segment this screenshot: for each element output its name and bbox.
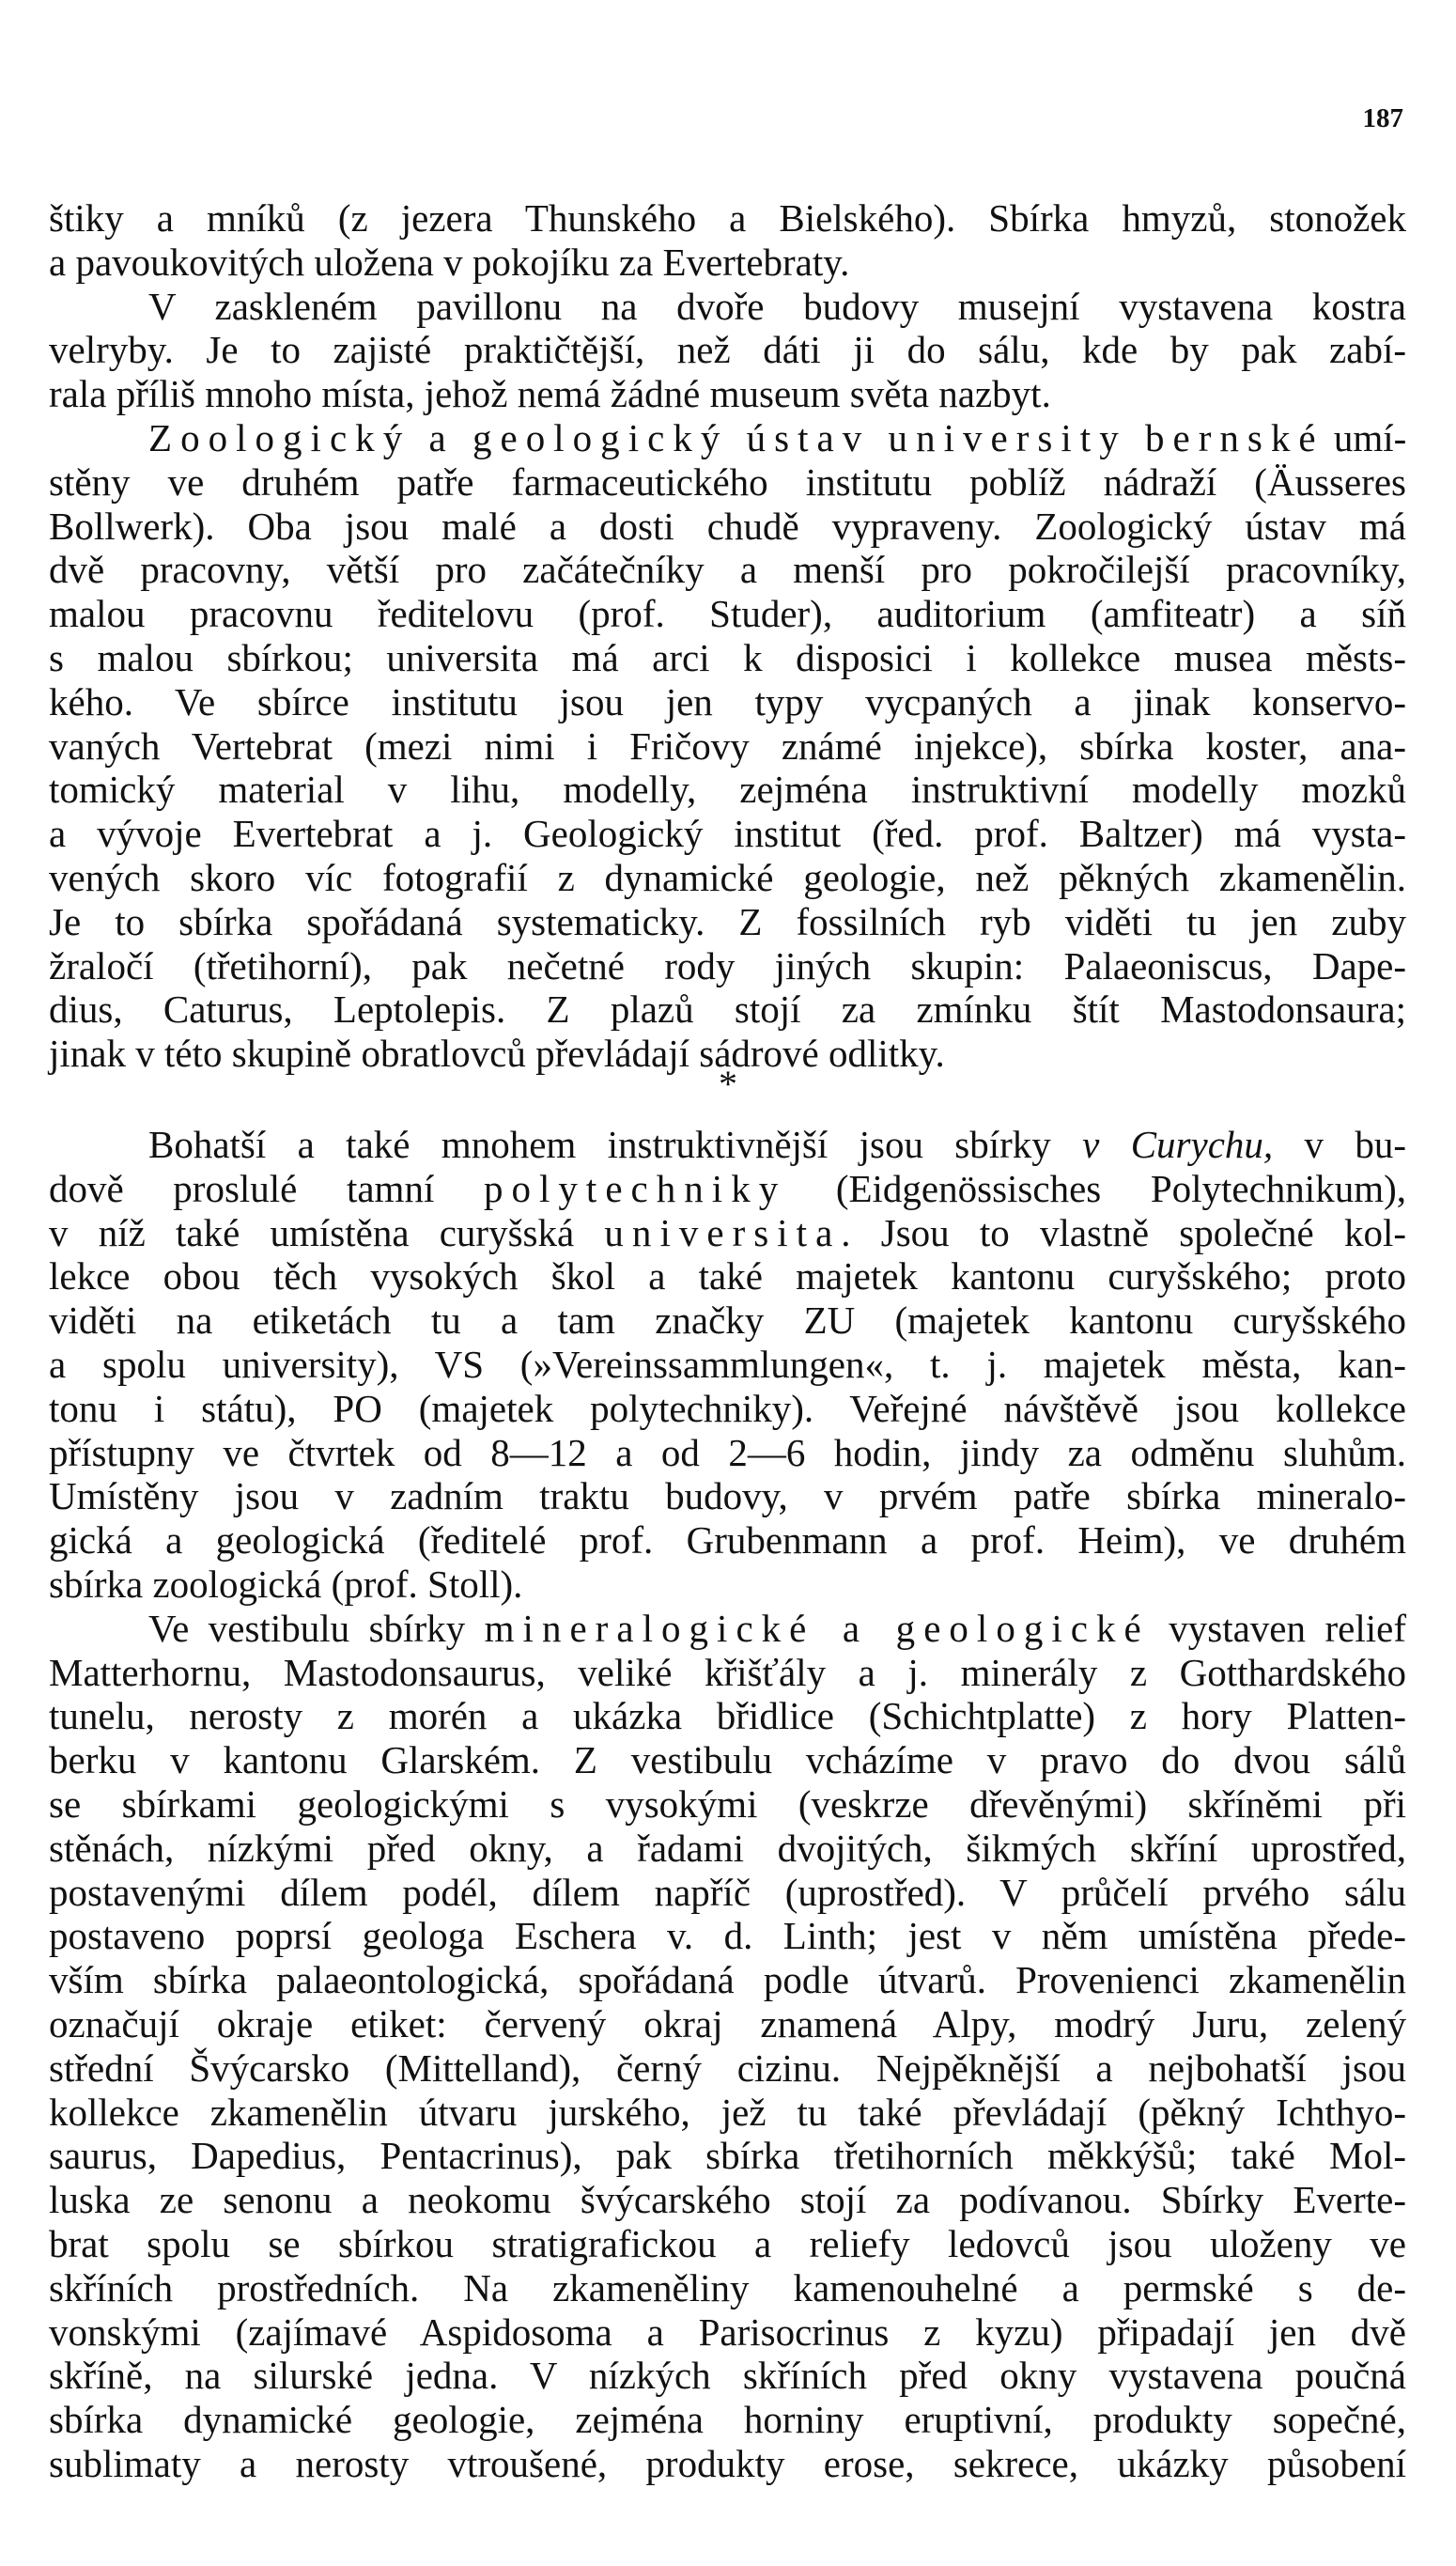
text-line: přístupny ve čtvrtek od 8—12 a od 2—6 hodin, jindy za odměnu sluhům.	[49, 1430, 1406, 1474]
text-line	[49, 1123, 1406, 1167]
text-line: lekce obou těch vysokých škol a také majetek kantonu curyšského; proto	[49, 1254, 1406, 1299]
text-line: postaveno poprsí geologa Eschera v. d. Linth; jest v něm umístěna přede-	[49, 1914, 1406, 1958]
text-line: velryby. Je to zajisté praktičtější, než dáti ji do sálu, kde by pak zabí-	[49, 328, 1406, 372]
text-line: Matterhornu, Mastodonsaurus, veliké křišťály a j. minerály z Gotthardského	[49, 1650, 1406, 1694]
text-line: dius, Caturus, Leptolepis. Z plazů stojí za zmínku štít Mastodonsaura;	[49, 988, 1406, 1032]
text-fragment: umí-	[1324, 415, 1407, 459]
text-line: žraločí (třetihorní), pak nečetné rody jiných skupin: Palaeoniscus, Dape-	[49, 943, 1406, 988]
text-line	[49, 1167, 1406, 1211]
text-line: tonu i státu), PO (majetek polytechniky). Veřejné návštěvě jsou kollekce	[49, 1386, 1406, 1430]
text-line: saurus, Dapedius, Pentacrinus), pak sbírka třetihorních měkkýšů; také Mol-	[49, 2134, 1406, 2178]
text-line: skříních prostředních. Na zkameněliny kamenouhelné a permské s de-	[49, 2265, 1406, 2309]
text-line: postavenými dílem podél, dílem napříč (uprostřed). V průčelí prvého sálu	[49, 1870, 1406, 1914]
text-line: brat spolu se sbírkou stratigrafickou a reliefy ledovců jsou uloženy ve	[49, 2221, 1406, 2265]
text-line: sublimaty a nerosty vtroušené, produkty erose, sekrece, ukázky působení	[49, 2441, 1406, 2485]
text-line: vaných Vertebrat (mezi nimi i Fričovy známé injekce), sbírka koster, ana-	[49, 723, 1406, 768]
text-line: V zaskleném pavillonu na dvoře budovy musejní vystavena kostra	[148, 284, 1406, 328]
italic-place-name: v Curychu,	[1082, 1123, 1274, 1166]
text-fragment: Bohatší a také mnohem instruktivnější jsou sbírky	[148, 1123, 1083, 1166]
paragraph-block-zurich	[49, 1123, 1406, 2486]
text-line: kého. Ve sbírce institutu jsou jen typy vycpaných a jinak konservo-	[49, 679, 1406, 723]
text-line: Bollwerk). Oba jsou malé a dosti chudě vypraveny. Zoologický ústav má	[49, 504, 1406, 548]
text-line: vším sbírka palaeontologická, spořádaná podle útvarů. Provenienci zkamenělin	[49, 1958, 1406, 2002]
text-line: rala příliš mnoho místa, jehož nemá žádné museum světa nazbyt.	[49, 372, 1051, 416]
text-line: dvě pracovny, větší pro začátečníky a menší pro pokročilejší pracovníky,	[49, 548, 1406, 592]
text-line: kollekce zkamenělin útvaru jurského, jež tu také převládají (pěkný Ichthyo-	[49, 2090, 1406, 2134]
text-line: štiky a mníků (z jezera Thunského a Bielského). Sbírka hmyzů, stonožek	[49, 196, 1406, 240]
paragraph-block-bern	[49, 196, 1406, 1076]
text-fragment: dově proslulé tamní	[49, 1166, 484, 1210]
text-fragment: v bu-	[1273, 1123, 1407, 1166]
text-fragment: Ve vestibulu sbírky	[148, 1606, 485, 1650]
text-line: gická a geologická (ředitelé prof. Grubenmann a prof. Heim), ve druhém	[49, 1518, 1406, 1563]
spaced-heading-mineralogy: mineralogické a geologické	[484, 1606, 1150, 1650]
text-line: se sbírkami geologickými s vysokými (veskrze dřevěnými) skříněmi při	[49, 1781, 1406, 1826]
text-line	[49, 1607, 1406, 1651]
text-line: sbírka dynamické geologie, zejména horniny eruptivní, produkty sopečné,	[49, 2398, 1406, 2442]
text-line: Je to sbírka spořádaná systematicky. Z fossilních ryb viděti tu jen zuby	[49, 899, 1406, 943]
spaced-heading-bern: Zoologický a geologický ústav university bernské	[148, 415, 1324, 459]
text-fragment: . Jsou to vlastně společné kol-	[841, 1210, 1406, 1254]
text-line: označují okraje etiket: červený okraj znamená Alpy, modrý Juru, zelený	[49, 2001, 1406, 2045]
text-line: skříně, na silurské jedna. V nízkých skříních před okny vystavena poučná	[49, 2354, 1406, 2398]
text-line: sbírka zoologická (prof. Stoll).	[49, 1562, 523, 1606]
text-line: vonskými (zajímavé Aspidosoma a Parisocrinus z kyzu) připadají jen dvě	[49, 2309, 1406, 2354]
text-line: s malou sbírkou; universita má arci k disposici i kollekce musea městs-	[49, 635, 1406, 679]
page-number: 187	[1362, 103, 1403, 133]
text-line: berku v kantonu Glarském. Z vestibulu vcházíme v pravo do dvou sálů	[49, 1738, 1406, 1782]
text-line: vených skoro víc fotografií z dynamické geologie, než pěkných zkamenělin.	[49, 855, 1406, 899]
text-fragment: (Eidgenössisches Polytechnikum),	[786, 1166, 1406, 1210]
text-line: a vývoje Evertebrat a j. Geologický institut (řed. prof. Baltzer) má vysta-	[49, 812, 1406, 856]
text-line: viděti na etiketách tu a tam značky ZU (majetek kantonu curyšského	[49, 1299, 1406, 1343]
text-fragment: v níž také umístěna curyšská	[49, 1210, 605, 1254]
text-fragment: vystaven relief	[1149, 1606, 1406, 1650]
text-line: a pavoukovitých uložena v pokojíku za Evertebraty.	[49, 240, 850, 284]
text-line: Umístěny jsou v zadním traktu budovy, v prvém patře sbírka mineralo-	[49, 1474, 1406, 1518]
spaced-word-universita: universita	[604, 1210, 842, 1254]
text-line: tunelu, nerosty z morén a ukázka břidlice (Schichtplatte) z hory Platten-	[49, 1694, 1406, 1738]
text-line	[49, 416, 1406, 460]
section-separator: *	[719, 1063, 737, 1105]
text-line: stěny ve druhém patře farmaceutického institutu poblíž nádraží (Äusseres	[49, 459, 1406, 504]
text-line: stěnách, nízkými před okny, a řadami dvojitých, šikmých skříní uprostřed,	[49, 1826, 1406, 1870]
text-line: jinak v této skupině obratlovců převládají sádrové odlitky.	[49, 1032, 945, 1076]
text-line: malou pracovnu ředitelovu (prof. Studer), auditorium (amfiteatr) a síň	[49, 592, 1406, 636]
spaced-word-polytechnika: polytechniky	[483, 1166, 787, 1210]
text-line: tomický material v lihu, modelly, zejména instruktivní modelly mozků	[49, 768, 1406, 812]
text-line	[49, 1211, 1406, 1255]
text-line: luska ze senonu a neokomu švýcarského stojí za podívanou. Sbírky Everte-	[49, 2178, 1406, 2222]
text-line: a spolu university), VS (»Vereinssammlungen«, t. j. majetek města, kan-	[49, 1342, 1406, 1386]
text-line: střední Švýcarsko (Mittelland), černý cizinu. Nejpěknější a nejbohatší jsou	[49, 2045, 1406, 2090]
